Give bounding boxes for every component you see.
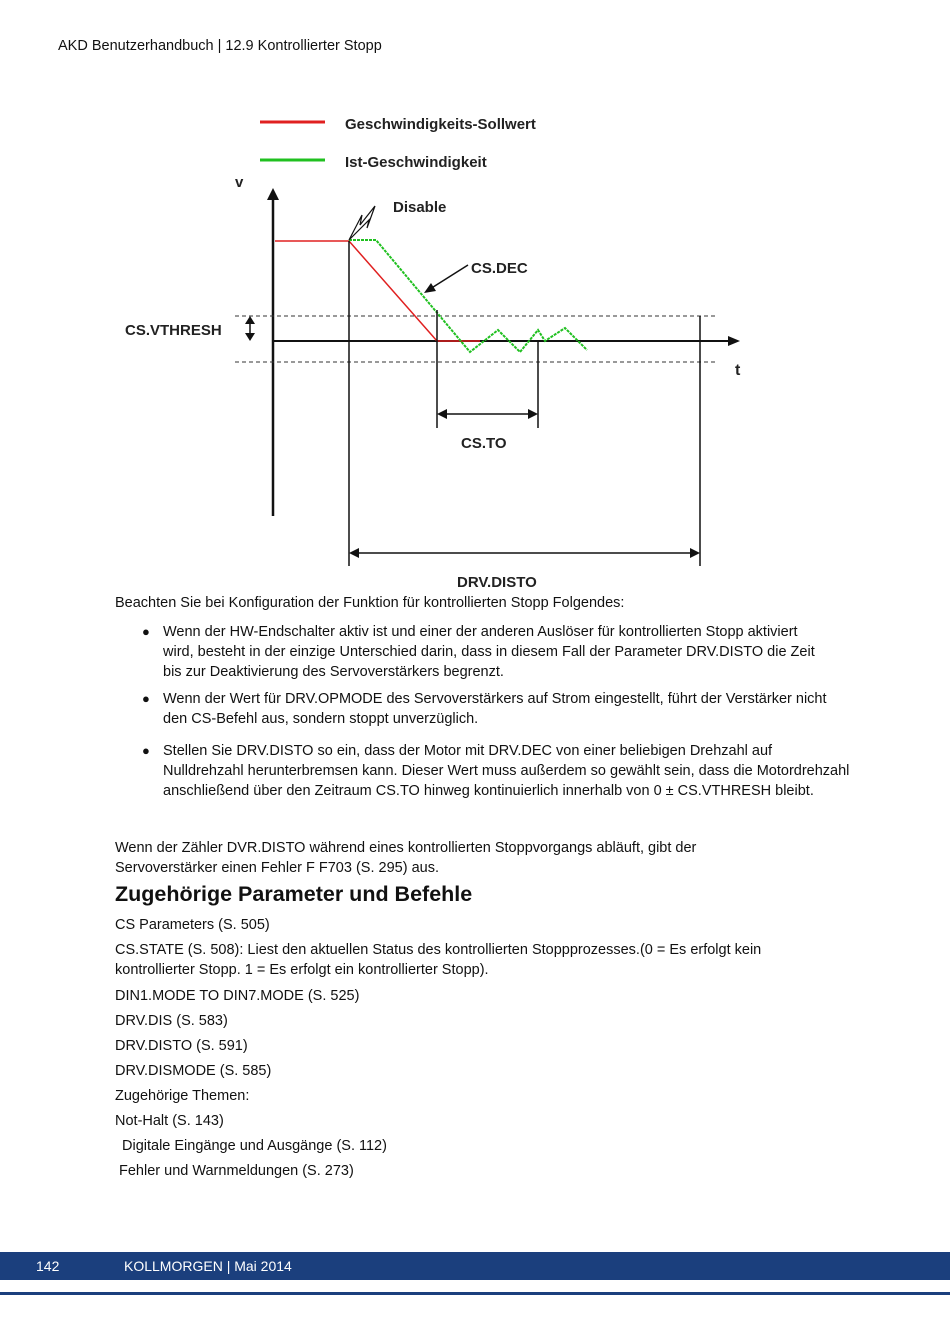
closing-paragraph: Wenn der Zähler DVR.DISTO während eines kontrollierten Stoppvorgangs abläuft, gibt der Servoverstärker einen Fehler F F703 (S. 295) aus. bbox=[115, 840, 697, 876]
legend-setpoint-label: Geschwindigkeits-Sollwert bbox=[345, 116, 536, 133]
disable-lightning-icon bbox=[349, 206, 375, 240]
related-topics-heading: Zugehörige Themen: bbox=[115, 1088, 250, 1104]
bullet-dot-icon: ● bbox=[142, 743, 150, 758]
bullet-item: ● Wenn der Wert für DRV.OPMODE des Servoverstärkers auf Strom eingestellt, führt der Verstärker nicht den CS-Befehl aus, sondern stoppt unverzüglich. bbox=[142, 691, 827, 727]
page-number: 142 bbox=[36, 1258, 60, 1274]
cs-to-label: CS.TO bbox=[461, 435, 507, 452]
related-link[interactable]: DRV.DISMODE (S. 585) bbox=[115, 1063, 272, 1079]
related-link[interactable]: DRV.DIS (S. 583) bbox=[115, 1013, 228, 1029]
page-footer bbox=[0, 1252, 950, 1280]
related-link[interactable]: DIN1.MODE TO DIN7.MODE (S. 525) bbox=[115, 988, 360, 1004]
related-link[interactable]: CS Parameters (S. 505) bbox=[115, 917, 270, 933]
footer-rule bbox=[0, 1292, 950, 1295]
footer-brand: KOLLMORGEN | Mai 2014 bbox=[124, 1258, 292, 1274]
drv-disto-label: DRV.DISTO bbox=[457, 574, 537, 591]
t-axis-arrow bbox=[728, 336, 740, 346]
v-axis-arrow bbox=[267, 188, 279, 200]
related-link[interactable]: Fehler und Warnmeldungen (S. 273) bbox=[119, 1163, 354, 1179]
section-title: Zugehörige Parameter und Befehle bbox=[115, 882, 473, 906]
controlled-stop-diagram bbox=[0, 0, 950, 600]
setpoint-curve bbox=[275, 241, 480, 341]
legend-actual-label: Ist-Geschwindigkeit bbox=[345, 154, 487, 171]
related-link[interactable]: CS.STATE (S. 508): Liest den aktuellen Status des kontrollierten Stoppprozesses.(0 = Es erfolgt kein kontrollierter Stopp. 1 = Es erfolgt ein kontrollierter Stopp). bbox=[115, 942, 762, 978]
bullet-dot-icon: ● bbox=[142, 624, 150, 639]
actual-curve bbox=[349, 240, 587, 352]
csdec-label: CS.DEC bbox=[471, 260, 528, 277]
disable-label: Disable bbox=[393, 199, 447, 216]
csdec-arrow bbox=[430, 265, 468, 289]
bullet-dot-icon: ● bbox=[142, 691, 150, 706]
related-link[interactable]: Digitale Eingänge und Ausgänge (S. 112) bbox=[122, 1138, 387, 1154]
v-axis-label: v bbox=[235, 174, 244, 191]
related-link[interactable]: DRV.DISTO (S. 591) bbox=[115, 1038, 248, 1054]
running-header: AKD Benutzerhandbuch | 12.9 Kontrollierter Stopp bbox=[58, 38, 382, 54]
related-link[interactable]: Not-Halt (S. 143) bbox=[115, 1113, 224, 1129]
bullet-item: ● Stellen Sie DRV.DISTO so ein, dass der Motor mit DRV.DEC von einer beliebigen Drehzahl auf Nulldrehzahl herunterbremsen kann. Dieser Wert muss außerdem so gewählt sein, dass die Motordrehzahl anschließend über den Zeitraum CS.TO hinweg kontinuierlich innerhalb von 0 ± CS.VTHRESH bleibt. bbox=[142, 743, 850, 799]
t-axis-label: t bbox=[735, 362, 741, 379]
bullet-item: ● Wenn der HW-Endschalter aktiv ist und einer der anderen Auslöser für kontrollierten Stopp aktiviert wird, besteht in der einzige Unterschied darin, dass in diesem Fall der Parameter DRV.DISTO die Zeit bis zur Deaktivierung des Servoverstärkers begrenzt. bbox=[142, 624, 815, 680]
vthresh-label: CS.VTHRESH bbox=[125, 322, 222, 339]
intro-paragraph: Beachten Sie bei Konfiguration der Funktion für kontrollierten Stopp Folgendes: bbox=[115, 595, 625, 611]
